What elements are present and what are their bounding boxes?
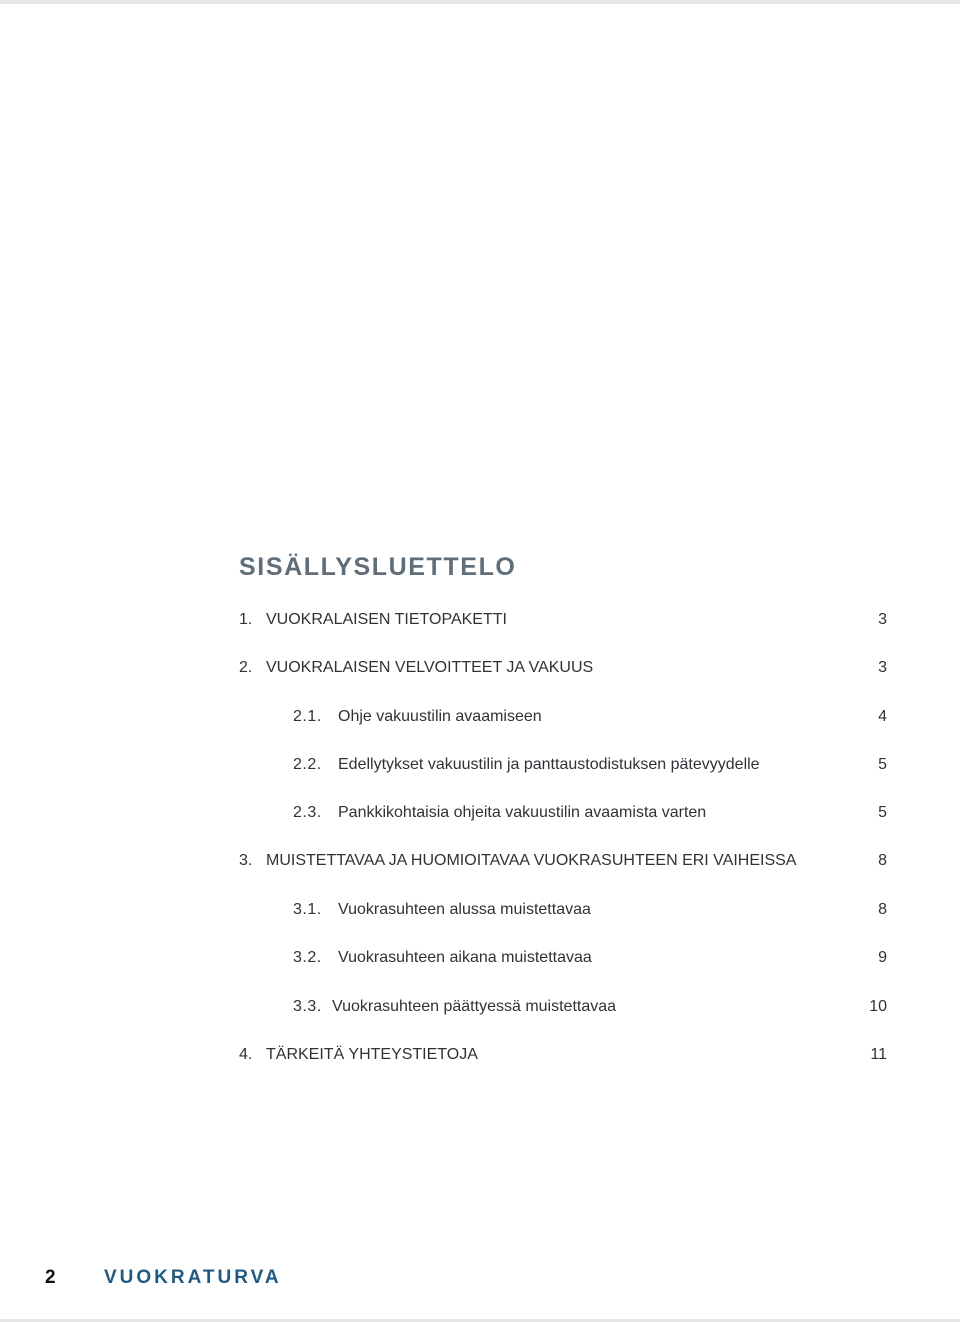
toc-entry-page: 3 <box>878 659 887 676</box>
toc-entry-label: VUOKRALAISEN TIETOPAKETTI <box>266 611 507 628</box>
toc-entry-label: VUOKRALAISEN VELVOITTEET JA VAKUUS <box>266 659 594 676</box>
toc-entry-page: 8 <box>878 852 887 869</box>
toc-entry-1[interactable] <box>239 608 887 632</box>
toc-entry-number: 4. <box>239 1046 253 1063</box>
toc-entry-3[interactable] <box>239 849 887 873</box>
toc-entry-number: 3.3. <box>293 998 322 1015</box>
toc-entry-page: 9 <box>878 949 887 966</box>
toc-entry-3-3[interactable] <box>239 995 887 1019</box>
toc-entry-number: 2.2. <box>293 756 322 773</box>
toc-entry-label: Ohje vakuustilin avaamiseen <box>338 708 542 725</box>
toc-entry-page: 3 <box>878 611 887 628</box>
toc-entry-label: Vuokrasuhteen alussa muistettavaa <box>338 901 591 918</box>
toc-entry-label: Vuokrasuhteen päättyessä muistettavaa <box>332 998 617 1015</box>
footer-page-number: 2 <box>45 1267 56 1288</box>
toc-entry-number: 3.2. <box>293 949 322 966</box>
toc-entry-page: 10 <box>869 998 887 1015</box>
toc-entry-2-2[interactable] <box>239 753 887 777</box>
toc-entry-number: 2.3. <box>293 804 322 821</box>
toc-entry-3-1[interactable] <box>239 898 887 922</box>
footer-brand: VUOKRATURVA <box>104 1267 282 1288</box>
toc-entry-2-1[interactable] <box>239 705 887 729</box>
toc-entry-page: 11 <box>870 1046 887 1063</box>
toc-entry-number: 3. <box>239 852 253 869</box>
toc-entry-2[interactable] <box>239 656 887 680</box>
toc-entry-number: 2.1. <box>293 708 322 725</box>
toc-entry-label: Edellytykset vakuustilin ja panttaustodistuksen pätevyydelle <box>338 756 760 773</box>
toc-entry-4[interactable] <box>239 1043 887 1067</box>
toc-entry-page: 5 <box>878 756 887 773</box>
toc-entry-page: 8 <box>878 901 887 918</box>
toc-entry-3-2[interactable] <box>239 946 887 970</box>
toc-title: SISÄLLYSLUETTELO <box>239 553 517 581</box>
toc-entry-label: MUISTETTAVAA JA HUOMIOITAVAA VUOKRASUHTEEN ERI VAIHEISSA <box>266 852 797 869</box>
toc-entry-number: 2. <box>239 659 253 676</box>
toc-entry-number: 3.1. <box>293 901 322 918</box>
toc-entry-label: TÄRKEITÄ YHTEYSTIETOJA <box>266 1046 478 1063</box>
toc-entry-label: Pankkikohtaisia ohjeita vakuustilin avaamista varten <box>338 804 707 821</box>
toc-entry-number: 1. <box>239 611 253 628</box>
toc-entry-2-3[interactable] <box>239 801 887 825</box>
toc-entry-page: 4 <box>878 708 887 725</box>
toc-entry-page: 5 <box>878 804 887 821</box>
toc-entry-label: Vuokrasuhteen aikana muistettavaa <box>338 949 592 966</box>
top-border <box>0 0 960 4</box>
